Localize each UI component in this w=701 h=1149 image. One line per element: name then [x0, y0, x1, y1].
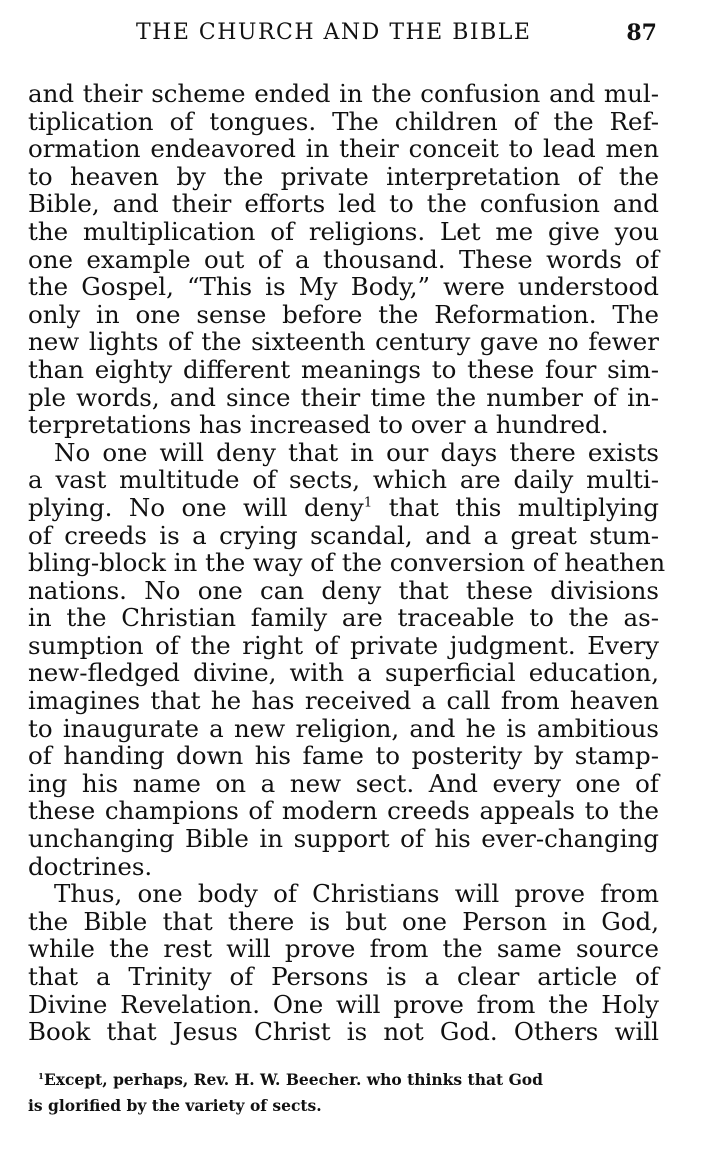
text-line: these champions of modern creeds appeals to the	[28, 796, 659, 826]
text-line: that a Trinity of Persons is a clear article of	[28, 962, 659, 991]
paragraph-1	[28, 80, 659, 439]
text-line: No one will deny that in our days there exists	[54, 437, 659, 467]
text-line: and their scheme ended in the confusion and mul-	[28, 79, 659, 108]
text-line: nations. No one can deny that these divisions	[28, 575, 659, 605]
text-line: bling-block in the way of the conversion of heathen	[28, 548, 666, 578]
footnote-line: is glorified by the variety of sects.	[28, 1096, 322, 1115]
footnote-text: Except, perhaps, Rev. H. W. Beecher. who thinks that God	[43, 1070, 543, 1089]
text-line: than eighty different meanings to these four sim-	[28, 354, 659, 384]
text-line: of handing down his fame to posterity by stamp-	[28, 741, 659, 771]
text-line: only in one sense before the Reformation. The	[28, 299, 659, 329]
text-line: one example out of a thousand. These words of	[28, 244, 659, 274]
text-line-with-footnote	[28, 494, 659, 522]
body-text	[28, 79, 666, 1047]
text-line: unchanging Bible in support of his ever-changing	[28, 824, 659, 854]
text-line: new lights of the sixteenth century gave no fewer	[28, 327, 659, 357]
text-line: to heaven by the private interpretation of the	[28, 161, 659, 191]
text-line: while the rest will prove from the same source	[28, 934, 659, 964]
paragraph-3	[28, 880, 659, 1046]
text-line: sumption of the right of private judgment. Every	[28, 630, 659, 660]
text-line: in the Christian family are traceable to the as-	[28, 603, 659, 633]
text-line: tiplication of tongues. The children of the Ref-	[28, 106, 659, 136]
text-line: of creeds is a crying scandal, and a great stum-	[28, 520, 659, 550]
paragraph-2	[28, 437, 666, 881]
text-line: ing his name on a new sect. And every one of	[28, 768, 659, 798]
text-line-segment: plying. No one will deny	[28, 492, 364, 522]
text-line: ple words, and since their time the number of in-	[28, 382, 659, 412]
footnote-line	[28, 1067, 659, 1093]
text-line: doctrines.	[28, 851, 153, 881]
text-line: terpretations has increased to over a hundred.	[28, 410, 609, 440]
page-number: 87	[626, 20, 657, 46]
text-line: Divine Revelation. One will prove from the Holy	[28, 989, 659, 1019]
text-line-segment: that this multiplying	[388, 492, 659, 522]
footnote	[28, 1067, 659, 1119]
running-title: THE CHURCH AND THE BIBLE	[136, 20, 532, 45]
text-line: new-fledged divine, with a superficial education,	[28, 658, 659, 688]
footnote-reference: 1	[363, 494, 373, 511]
text-line: Book that Jesus Christ is not God. Others will	[28, 1017, 659, 1047]
text-line: imagines that he has received a call from heaven	[28, 686, 659, 716]
text-line: a vast multitude of sects, which are daily multi-	[28, 465, 659, 495]
text-line: the Gospel, “This is My Body,” were understood	[28, 272, 659, 302]
text-line: the multiplication of religions. Let me give you	[28, 216, 659, 246]
running-header	[28, 20, 657, 54]
text-line: Bible, and their efforts led to the confusion and	[28, 189, 659, 219]
text-line: to inaugurate a new religion, and he is ambitious	[28, 713, 659, 743]
text-line: ormation endeavored in their conceit to lead men	[28, 134, 659, 164]
text-line: the Bible that there is but one Person in God,	[28, 906, 659, 936]
footnote-marker: 1	[38, 1072, 44, 1083]
text-line: Thus, one body of Christians will prove from	[54, 879, 659, 909]
